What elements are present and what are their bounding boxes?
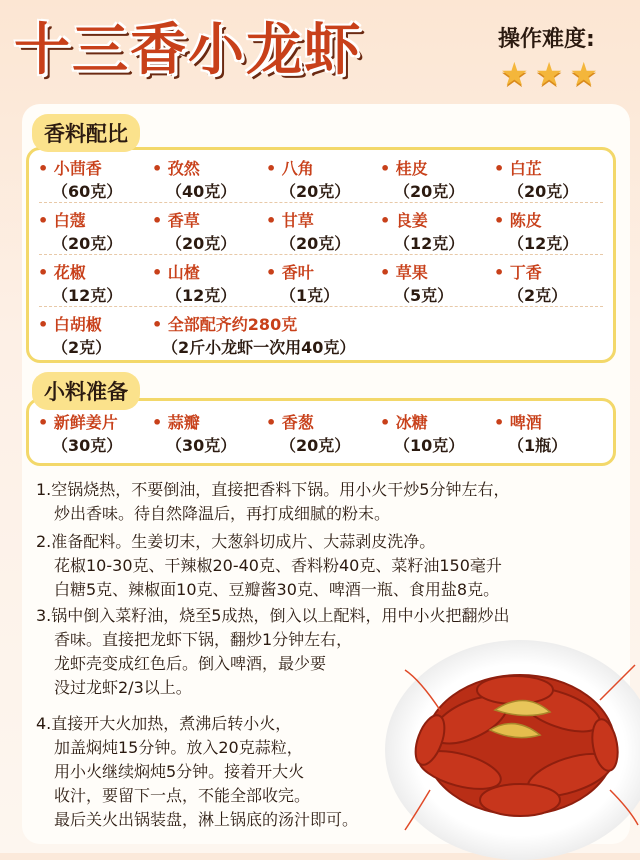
condiment-name: • 蒜瓣 <box>152 410 200 433</box>
step-line: 1.空锅烧热，不要倒油，直接把香料下锅。用小火干炒5分钟左右， <box>36 480 510 499</box>
condiment-item <box>152 410 266 462</box>
step-4 <box>36 712 358 832</box>
spice-quantity: （20克） <box>166 234 237 253</box>
spice-item <box>380 208 494 260</box>
condiments-section-label: 小料准备 <box>32 372 140 410</box>
step-line: 3.锅中倒入菜籽油，烧至5成热，倒入以上配料，用中小火把翻炒出 <box>36 606 510 625</box>
spice-item <box>266 156 380 208</box>
spice-item <box>380 156 494 208</box>
star-icon: ★ <box>534 55 564 93</box>
spice-name: • 山楂 <box>152 260 200 283</box>
spice-name: • 香叶 <box>266 260 314 283</box>
condiment-name: • 啤酒 <box>494 410 542 433</box>
condiment-quantity: （1瓶） <box>508 436 568 455</box>
step-line: 香味。直接把龙虾下锅，翻炒1分钟左右， <box>54 630 353 649</box>
step-line: 收汁，要留下一点，不能全部收完。 <box>54 786 311 805</box>
spice-item <box>38 312 152 364</box>
page-title: 十三香小龙虾 <box>14 18 362 83</box>
spice-item <box>494 156 608 208</box>
spice-name: • 八角 <box>266 156 314 179</box>
step-line: 炒出香味。待自然降温后，再打成细腻的粉末。 <box>54 504 391 523</box>
spice-quantity: （12克） <box>394 234 465 253</box>
spice-quantity: （5克） <box>394 286 454 305</box>
spice-name: • 香草 <box>152 208 200 231</box>
spice-name: • 白胡椒 <box>38 312 102 335</box>
spice-quantity: （2克） <box>508 286 568 305</box>
spice-quantity: （1克） <box>280 286 340 305</box>
step-line: 没过龙虾2/3以上。 <box>54 678 192 697</box>
condiment-name: • 香葱 <box>266 410 314 433</box>
spice-item <box>152 208 266 260</box>
spice-name: • 白蔻 <box>38 208 86 231</box>
step-1 <box>36 478 509 526</box>
spice-quantity: （20克） <box>280 182 351 201</box>
spice-name: • 孜然 <box>152 156 200 179</box>
condiments-grid <box>38 410 608 462</box>
spice-quantity: （20克） <box>280 234 351 253</box>
spice-quantity: （12克） <box>508 234 579 253</box>
spice-name: • 陈皮 <box>494 208 542 231</box>
condiment-quantity: （20克） <box>280 436 351 455</box>
spice-item <box>266 208 380 260</box>
condiment-item <box>380 410 494 462</box>
spice-quantity: （20克） <box>394 182 465 201</box>
step-3 <box>36 604 509 700</box>
spice-name: • 良姜 <box>380 208 428 231</box>
step-line: 用小火继续焖炖5分钟。接着开大火 <box>54 762 305 781</box>
spices-section-label: 香料配比 <box>32 114 140 152</box>
spice-item <box>152 156 266 208</box>
condiment-quantity: （30克） <box>166 436 237 455</box>
spice-quantity: （12克） <box>52 286 123 305</box>
spice-quantity: （12克） <box>166 286 237 305</box>
spice-total-note: （2斤小龙虾一次用40克） <box>162 338 356 357</box>
step-line: 2.准备配料。生姜切末，大葱斜切成片、大蒜剥皮洗净。 <box>36 532 436 551</box>
step-2 <box>36 530 502 602</box>
condiment-name: • 新鲜姜片 <box>38 410 118 433</box>
condiment-item <box>38 410 152 462</box>
condiment-name: • 冰糖 <box>380 410 428 433</box>
spice-name: • 草果 <box>380 260 428 283</box>
spice-item <box>38 156 152 208</box>
spice-quantity: （60克） <box>52 182 123 201</box>
step-line: 加盖焖炖15分钟。放入20克蒜粒， <box>54 738 303 757</box>
spice-item <box>380 260 494 312</box>
step-line: 花椒10-30克、干辣椒20-40克、香料粉40克、菜籽油150毫升 <box>54 556 502 575</box>
spice-item <box>38 260 152 312</box>
spice-name: • 花椒 <box>38 260 86 283</box>
spice-name: • 白芷 <box>494 156 542 179</box>
condiment-quantity: （10克） <box>394 436 465 455</box>
step-line: 龙虾壳变成红色后。倒入啤酒，最少要 <box>54 654 327 673</box>
condiment-item <box>266 410 380 462</box>
spice-quantity: （20克） <box>508 182 579 201</box>
spice-quantity: （2克） <box>52 338 112 357</box>
spice-item <box>494 260 608 312</box>
step-line: 白糖5克、辣椒面10克、豆瓣酱30克、啤酒一瓶、食用盐8克。 <box>54 580 500 599</box>
spice-item <box>266 260 380 312</box>
spice-quantity: （40克） <box>166 182 237 201</box>
spice-name: • 小茴香 <box>38 156 102 179</box>
star-icon: ★ <box>500 55 529 93</box>
spice-item <box>38 208 152 260</box>
step-line: 4.直接开大火加热，煮沸后转小火， <box>36 714 292 733</box>
condiment-quantity: （30克） <box>52 436 123 455</box>
difficulty-label: 操作难度: <box>498 27 595 52</box>
spice-name: • 丁香 <box>494 260 542 283</box>
spice-item <box>494 208 608 260</box>
spice-item <box>152 260 266 312</box>
spice-name: • 桂皮 <box>380 156 428 179</box>
star-icon: ★ <box>569 55 599 93</box>
step-line: 最后关火出锅装盘，淋上锅底的汤汁即可。 <box>54 810 359 829</box>
spice-quantity: （20克） <box>52 234 123 253</box>
spice-total <box>152 312 355 358</box>
spice-total-name: • 全部配齐约280克 <box>152 312 297 335</box>
condiment-item <box>494 410 608 462</box>
difficulty-stars <box>500 55 599 93</box>
spice-name: • 甘草 <box>266 208 314 231</box>
